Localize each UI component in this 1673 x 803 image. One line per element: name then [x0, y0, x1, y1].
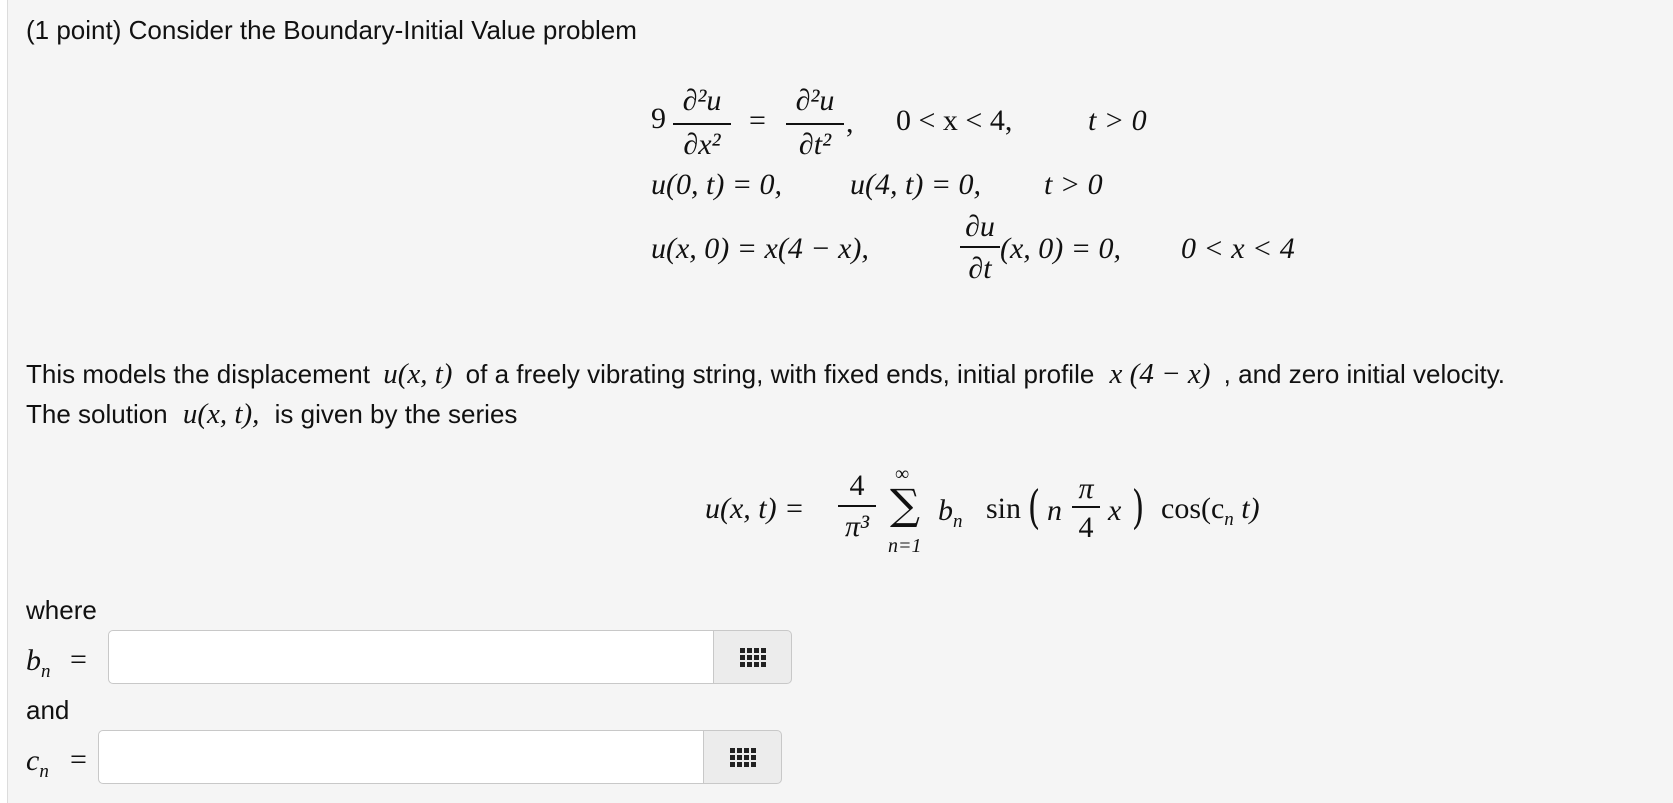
- description-text: is given by the series: [274, 399, 518, 429]
- fraction-bar: [673, 123, 731, 125]
- series-sin: sin: [986, 492, 1022, 525]
- pde-num-left: ∂²u: [682, 84, 722, 117]
- ic-position: u(x, 0) = x(4 − x),: [651, 232, 869, 265]
- bn-equation-editor-button[interactable]: [714, 630, 792, 684]
- intro-text: Consider the Boundary-Initial Value problem: [128, 15, 637, 45]
- where-label: where: [26, 595, 97, 625]
- grid-icon: [730, 748, 758, 768]
- series-bn: $b_n$: [938, 494, 963, 532]
- pde-comma: ,: [846, 106, 854, 139]
- series-lhs: u(x, t) =: [705, 492, 805, 525]
- and-label: and: [26, 695, 70, 725]
- description-text: , and zero initial velocity.: [1223, 359, 1505, 389]
- pde-den-left: ∂x²: [683, 128, 721, 161]
- series-lower-limit: n=1: [888, 535, 922, 557]
- series-pi-num: π: [1078, 472, 1094, 505]
- bc-domain: t > 0: [1044, 168, 1103, 201]
- pde-domain-x: 0 < x < 4,: [896, 104, 1013, 137]
- series-x: x: [1108, 494, 1122, 527]
- fraction-bar: [786, 123, 844, 125]
- problem-header: [26, 14, 637, 46]
- description-line-2: [26, 398, 517, 430]
- description-text: of a freely vibrating string, with fixed ends, initial profile: [465, 359, 1095, 389]
- series-cos: $\cos(c_n$ t): [1161, 492, 1260, 530]
- ic-domain: 0 < x < 4: [1181, 232, 1295, 265]
- points-label: (1 point): [26, 15, 122, 45]
- problem-panel: [7, 0, 1673, 803]
- bn-answer-input[interactable]: [108, 630, 714, 684]
- inline-math-profile: x (4 − x): [1109, 358, 1211, 390]
- series-pi-den: 4: [1078, 511, 1094, 544]
- fraction-bar: [1072, 506, 1100, 508]
- left-paren: (: [1027, 480, 1041, 534]
- pde-domain-t: t > 0: [1088, 104, 1147, 137]
- bn-equals: =: [70, 643, 87, 676]
- fraction-bar: [960, 246, 1000, 248]
- cn-equation-editor-button[interactable]: [704, 730, 782, 784]
- grid-icon: [740, 648, 768, 668]
- bn-label: $b_n$: [26, 644, 51, 682]
- pde-num-right: ∂²u: [795, 84, 835, 117]
- cn-answer-input[interactable]: [98, 730, 704, 784]
- right-paren: ): [1131, 480, 1145, 534]
- description-line-1: [26, 358, 1505, 390]
- fraction-bar: [838, 505, 876, 507]
- series-upper-limit: ∞: [895, 463, 910, 485]
- ic-velocity-rest: (x, 0) = 0,: [1000, 232, 1122, 265]
- description-text: The solution: [26, 399, 168, 429]
- bc-right: u(4, t) = 0,: [850, 168, 982, 201]
- description-text: This models the displacement: [26, 359, 370, 389]
- series-coef-num: 4: [849, 469, 865, 502]
- ic-vel-num: ∂u: [965, 210, 995, 243]
- cn-label: $c_n$: [26, 744, 49, 782]
- ic-vel-den: ∂t: [968, 252, 992, 285]
- inline-math-u: u(x, t),: [182, 398, 260, 430]
- series-coef-den: π³: [844, 510, 870, 543]
- pde-equals: =: [749, 104, 766, 137]
- pde-den-right: ∂t²: [798, 128, 832, 161]
- inline-math-u: u(x, t): [383, 358, 453, 390]
- sigma-icon: ∑: [890, 480, 920, 529]
- bc-left: u(0, t) = 0,: [651, 168, 783, 201]
- cn-equals: =: [70, 743, 87, 776]
- pde-coefficient: 9: [651, 102, 666, 135]
- series-n: n: [1047, 494, 1062, 527]
